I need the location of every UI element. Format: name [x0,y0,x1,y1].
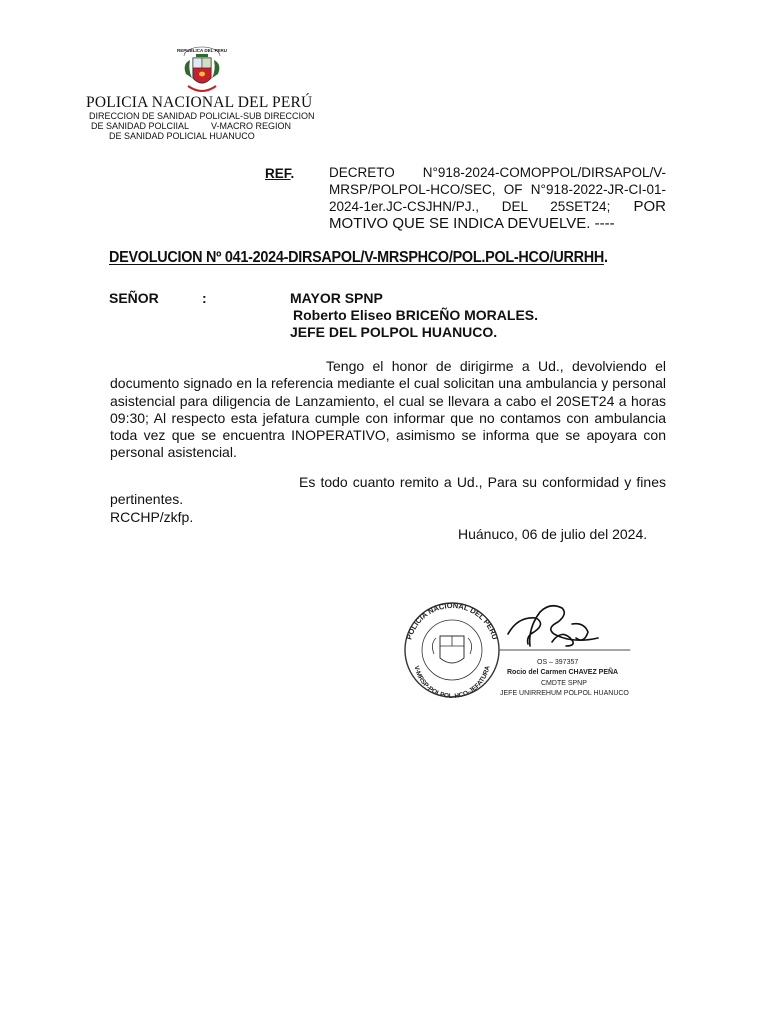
salutation: SEÑOR [109,290,159,306]
document-title-text: DEVOLUCION Nº 041-2024-DIRSAPOL/V-MRSPHCO/POL.POL-HCO/URRHH [109,249,605,266]
reference-reason: POR MOTIVO QUE SE INDICA DEVUELVE. ---- [329,198,666,232]
seal-top-text: POLICIA NACIONAL DEL PERU [404,600,500,641]
header-subline-3: DE SANIDAD POLICIAL HUANUCO [109,131,255,141]
salutation-colon: : [202,290,207,306]
addressee-position: JEFE DEL POLPOL HUANUCO. [290,324,498,340]
signer-name: Rocio del Carmen CHAVEZ PEÑA [507,669,619,676]
signer-id: OS – 397357 [537,659,579,666]
institution-name: POLICIA NACIONAL DEL PERÚ [86,94,313,111]
reference-text [329,164,666,232]
addressee-rank: MAYOR SPNP [290,290,383,306]
signer-position: JEFE UNIRREHUM POLPOL HUANUCO [500,690,629,697]
official-seal-icon [404,601,499,700]
signer-rank: CMDTE SPNP [541,680,587,687]
seal-bottom-text: V-MRSP-POLPOL-HCO-JEFATURA [412,665,492,701]
handwritten-signature-icon [500,606,630,650]
header-subline-2b: V-MACRO REGION [211,121,292,131]
addressee-name: Roberto Eliseo BRICEÑO MORALES. [293,307,539,323]
reference-decree: DECRETO N°918-2024-COMOPPOL/DIRSAPOL/V-MRSP/POLPOL-HCO/SEC, OF N°918-2022-JR-CI-01-2024-1er.JC-CSJHN/PJ., DEL 25SET24; [329,165,666,214]
reference-label-suffix: . [290,166,295,181]
header-subline-2a: DE SANIDAD POLCIIAL [91,121,190,131]
header-subline-2 [91,121,291,131]
body-paragraph-1: Tengo el honor de dirigirme a Ud., devolviendo el documento signado en la referencia mediante el cual solicitan una ambulancia y personal asistencial para diligencia de Lanzamiento, el cual se llevara a cabo el 20SET24 a horas 09:30; Al respecto esta jefatura cumple con informar que no contamos con ambulancia toda vez que se encuentra INOPERATIVO, asimismo se informa que se apoyara con personal asistencial. [110,358,666,461]
reference-label [265,166,294,181]
initials: RCCHP/zkfp. [110,509,194,525]
svg-text:REPUBLICA DEL PERU: REPUBLICA DEL PERU [176,48,228,53]
coat-of-arms-icon [176,44,228,100]
header-subline-1: DIRECCION DE SANIDAD POLICIAL-SUB DIRECCION [89,111,315,121]
document-title-suffix: . [604,249,608,266]
reference-label-text: REF [265,166,291,181]
body-paragraph-2: Es todo cuanto remito a Ud., Para su conformidad y fines pertinentes. [110,474,666,508]
document-title [109,249,608,267]
place-date: Huánuco, 06 de julio del 2024. [458,526,648,542]
